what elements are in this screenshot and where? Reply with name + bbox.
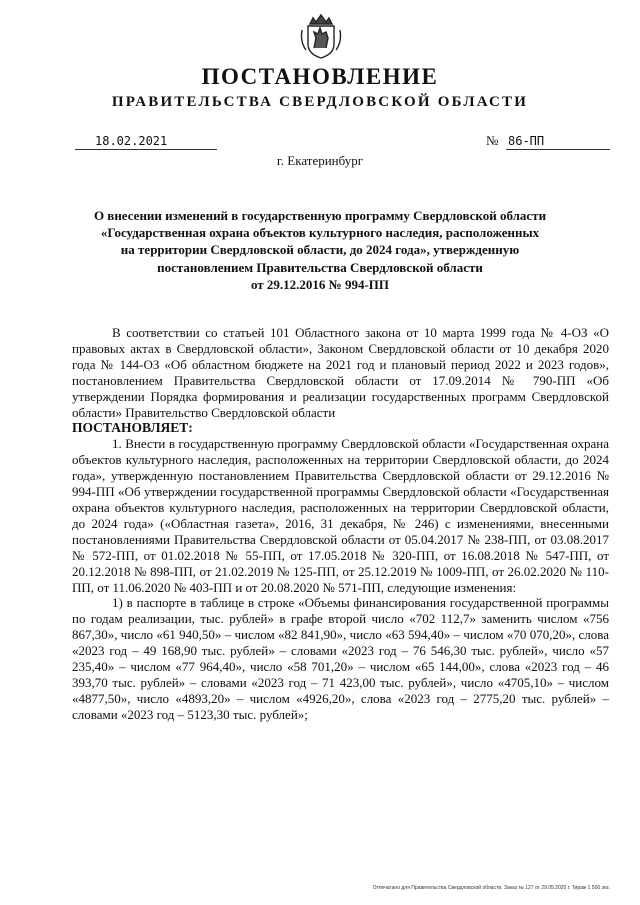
document-subtitle: ПРАВИТЕЛЬСТВА СВЕРДЛОВСКОЙ ОБЛАСТИ	[111, 94, 529, 110]
heading-line: постановлением Правительства Свердловской области	[157, 259, 483, 275]
document-body	[72, 325, 609, 723]
document-number: 86-ПП	[506, 134, 610, 150]
item-1-paragraph: 1. Внести в государственную программу Свердловской области «Государственная охрана объектов культурного наследия, расположенных на территории Свердловской области, до 2024 года», утвержденную постановлением Правительства Свердловской области от 29.12.2016 № 994-ПП «Об утверждении государственной программы Свердловской области «Государственная охрана объектов культурного наследия, расположенных на территории Свердловской области, до 2024 года» («Областная газета», 2016, 31 декабря, № 246) с изменениями, внесенными постановлениями Правительства Свердловской области от 05.04.2017 № 238-ПП, от 03.08.2017 № 572-ПП, от 01.02.2018 № 55-ПП, от 17.05.2018 № 320-ПП, от 16.08.2018 № 547-ПП, от 20.12.2018 № 898-ПП, от 21.02.2019 № 125-ПП, от 25.12.2019 № 1009-ПП, от 26.02.2020 № 110-ПП, от 11.06.2020 № 403-ПП и от 20.08.2020 № 571-ПП, следующие изменения:	[72, 436, 609, 595]
heading-line: О внесении изменений в государственную программу Свердловской области	[93, 208, 547, 223]
document-number-block	[486, 134, 610, 150]
city: г. Екатеринбург	[276, 153, 364, 168]
resolves-label: ПОСТАНОВЛЯЕТ:	[72, 420, 193, 436]
preamble-paragraph: В соответствии со статьей 101 Областного закона от 10 марта 1999 года № 4-ОЗ «О правовых актах в Свердловской области», Законом Свердловской области от 10 декабря 2020 года № 144-ОЗ «Об областном бюджете на 2021 год и плановый период 2022 и 2023 годов», постановлением Правительства Свердловской области от 17.09.2014 № 790-ПП «Об утверждении Порядка формирования и реализации государственных программ Свердловской области» Правительство Свердловской области	[72, 325, 609, 420]
heading-line: на территории Свердловской области, до 2024 года», утвержденную	[120, 242, 520, 258]
heading-line: от 29.12.2016 № 994-ПП	[250, 276, 390, 292]
number-label: №	[486, 133, 499, 148]
print-footer: Отпечатано для Правительства Свердловской области. Заказ № 127 от 29.05.2020 г. Тираж 1 500 экз.	[372, 885, 610, 891]
coat-of-arms-icon	[298, 8, 344, 60]
heading-line: «Государственная охрана объектов культурного наследия, расположенных	[100, 225, 540, 241]
subitem-1-paragraph: 1) в паспорте в таблице в строке «Объемы финансирования государственной программы по годам реализации, тыс. рублей» в графе второй число «702 112,7» заменить числом «756 867,30», число «61 940,50» – числом «82 841,90», число «63 594,40» – числом «70 070,20», слова «2023 год – 49 168,90 тыс. рублей» – словами «2023 год – 76 546,30 тыс. рублей», число «57 235,40» – числом «77 964,40», число «58 701,20» – числом «65 144,00», слова «2023 год – 46 393,70 тыс. рублей» – словами «2023 год – 71 423,00 тыс. рублей», число «4705,10» – числом «4877,50», число «4893,20» – числом «4926,20», слова «2023 год – 2775,20 тыс. рублей» – словами «2023 год – 5123,30 тыс. рублей»;	[72, 595, 609, 722]
document-heading	[70, 207, 570, 293]
document-title: ПОСТАНОВЛЕНИЕ	[201, 64, 439, 89]
document-date: 18.02.2021	[75, 134, 217, 150]
